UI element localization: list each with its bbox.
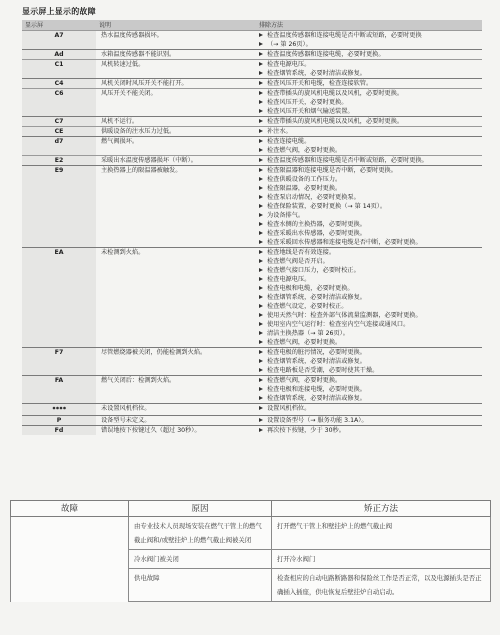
- four-dots-icon: [51, 407, 67, 414]
- remedy-step: 检查带插头的旋风机电缆以及风机，必要时更换。: [259, 89, 479, 98]
- fault-code-row: [22, 137, 482, 156]
- fault-remedy: [256, 60, 482, 79]
- remedy-step: 检查电极和电缆，必要时更换。: [259, 284, 479, 293]
- remedy-step: 检查风压开关和烟气输送装置。: [259, 107, 479, 116]
- fault-remedy: [256, 166, 482, 248]
- fault-remedy: [256, 127, 482, 137]
- fault-code-row: [22, 416, 482, 426]
- fault-description: 风机不运行。: [96, 117, 256, 127]
- header-description: 说明: [96, 20, 256, 31]
- fault-code-table: [22, 20, 482, 435]
- fault-code-row: [22, 376, 482, 404]
- fault-description: 尽管燃烧器被关闭，仍能检测到火焰。: [96, 348, 256, 376]
- fault-code: [22, 404, 96, 416]
- remedy-step: 设置设备型号（→ 服务功能 3.1A）。: [259, 416, 479, 425]
- fault-code: C7: [22, 117, 96, 127]
- fault-code-body: [22, 31, 482, 436]
- remedy-step: 清洁主换热器（→ 第 26页）。: [259, 329, 479, 338]
- fault-code-row: [22, 117, 482, 127]
- remedy-step: 检查燃气设定，必要时校正。: [259, 302, 479, 311]
- fault-code: A7: [22, 31, 96, 50]
- fault-description: 燃气阀损坏。: [96, 137, 256, 156]
- remedy-step: 检查采暖回水传感器和连接电缆是否中断，必要时更换。: [259, 238, 479, 247]
- fault-remedy: [256, 50, 482, 60]
- fault-cause-row: [11, 517, 491, 550]
- fault-code-header-row: [22, 20, 482, 31]
- fault-remedy: [256, 348, 482, 376]
- header-remedy: 排除方法: [256, 20, 482, 31]
- remedy-step: 检查燃气阀，必要时更换。: [259, 376, 479, 385]
- fault-code: Fd: [22, 426, 96, 436]
- fault-code-row: [22, 166, 482, 248]
- correction-cell: 打开燃气干管上和壁挂炉上的燃气截止阀: [272, 517, 491, 550]
- cause-cell: 由专业技术人员现场安装在燃气干管上的燃气截止阀和/或壁挂炉上的燃气截止阀被关闭: [129, 517, 272, 550]
- fault-cause-header-row: [11, 501, 491, 517]
- fault-code-row: [22, 426, 482, 436]
- fault-code-row: [22, 404, 482, 416]
- remedy-step: 检查风压开关和电缆，检查连接软管。: [259, 79, 479, 88]
- fault-remedy: [256, 426, 482, 436]
- fault-description: 水箱温度传感器不能识别。: [96, 50, 256, 60]
- correction-cell: 打开冷水阀门: [272, 550, 491, 569]
- header-fault: 故障: [11, 501, 129, 517]
- fault-description: 供暖设备的注水压力过低。: [96, 127, 256, 137]
- fault-code-row: [22, 248, 482, 348]
- fault-description: 错误地按下按键过久（超过 30秒）。: [96, 426, 256, 436]
- remedy-step: 检查电极的脏污情况，必要时更换。: [259, 348, 479, 357]
- fault-cause-table: [10, 500, 491, 602]
- fault-code: FA: [22, 376, 96, 404]
- remedy-step: 检查燃气接口压力，必要时校正。: [259, 266, 479, 275]
- fault-description: 主换热器上的限温器被触发。: [96, 166, 256, 248]
- fault-code: Ad: [22, 50, 96, 60]
- remedy-step: （→ 第 26页）。: [259, 40, 479, 49]
- fault-remedy: [256, 117, 482, 127]
- fault-code-row: [22, 79, 482, 89]
- correction-cell: 检查相应的自动电路断路器和保险丝工作是否正常，以及电源插头是否正确插入插座，供电恢复后壁挂炉自动启动。: [272, 569, 491, 602]
- remedy-step: 检查限温器，必要时更换。: [259, 184, 479, 193]
- remedy-step: 检查烟管系统，必要时清洁或修复。: [259, 357, 479, 366]
- cause-cell: 供电故障: [129, 569, 272, 602]
- fault-remedy: [256, 376, 482, 404]
- remedy-step: 检查烟管系统，必要时清洁或修复。: [259, 293, 479, 302]
- cause-cell: 冷水阀门被关闭: [129, 550, 272, 569]
- fault-description: 采暖出水温度传感器损坏（中断）。: [96, 156, 256, 166]
- remedy-step: 检查泵启动情况，必要时更换泵。: [259, 193, 479, 202]
- fault-code-row: [22, 156, 482, 166]
- fault-remedy: [256, 156, 482, 166]
- remedy-step: 检查温度传感器和连接电缆是否中断或短路，必要时更换。: [259, 156, 479, 165]
- fault-code-row: [22, 127, 482, 137]
- remedy-step: 检查电路板是否受潮，必要时使其干燥。: [259, 366, 479, 375]
- remedy-step: 再次按下按键，少于 30秒。: [259, 426, 479, 435]
- fault-code: d7: [22, 137, 96, 156]
- remedy-step: 检查风压开关，必要时更换。: [259, 98, 479, 107]
- fault-remedy: [256, 404, 482, 416]
- remedy-step: 设置风机档位。: [259, 404, 479, 413]
- fault-code: F7: [22, 348, 96, 376]
- header-correction: 矫正方法: [272, 501, 491, 517]
- remedy-step: 检查烟管系统，必要时清洁或修复。: [259, 69, 479, 78]
- fault-remedy: [256, 89, 482, 117]
- page-title: 显示屏上显示的故障: [22, 7, 96, 16]
- fault-description: 设备型号未定义。: [96, 416, 256, 426]
- fault-cause-body: [11, 517, 491, 602]
- fault-remedy: [256, 416, 482, 426]
- fault-code: EA: [22, 248, 96, 348]
- fault-description: 热水温度传感器损坏。: [96, 31, 256, 50]
- remedy-step: 检查电极和连接电缆，必要时更换。: [259, 385, 479, 394]
- fault-code: E2: [22, 156, 96, 166]
- header-display: 显示屏: [22, 20, 96, 31]
- remedy-step: 检查燃气阀，必要时更换。: [259, 146, 479, 155]
- remedy-step: 检查燃气阀，必要时更换。: [259, 338, 479, 347]
- fault-code: C1: [22, 60, 96, 79]
- remedy-step: 检查温度传感器和连接电缆，必要时更换。: [259, 50, 479, 59]
- header-cause: 原因: [129, 501, 272, 517]
- fault-remedy: [256, 137, 482, 156]
- remedy-step: 检查温度传感器和连接电缆是否中断或短路，必要时更换: [259, 31, 479, 40]
- fault-remedy: [256, 31, 482, 50]
- fault-code-row: [22, 89, 482, 117]
- remedy-step: 检查保险装置，必要时更换（→ 第 14页）。: [259, 202, 479, 211]
- remedy-step: 使用天然气时：检查外部气体流量监测器，必要时更换。: [259, 311, 479, 320]
- remedy-step: 检查采暖出水传感器，必要时更换。: [259, 229, 479, 238]
- fault-code: C4: [22, 79, 96, 89]
- fault-code-row: [22, 348, 482, 376]
- fault-description: 未设置风机档位。: [96, 404, 256, 416]
- remedy-step: 补注水。: [259, 127, 479, 136]
- remedy-step: 检查电源电压。: [259, 275, 479, 284]
- remedy-step: 检查电源电压。: [259, 60, 479, 69]
- remedy-step: 检查燃气阀是否开启。: [259, 257, 479, 266]
- remedy-step: 检查供暖设备的工作压力。: [259, 175, 479, 184]
- fault-description: 燃气关闭后：检测到火焰。: [96, 376, 256, 404]
- fault-code-row: [22, 31, 482, 50]
- fault-description: 风压开关不能关闭。: [96, 89, 256, 117]
- fault-code-row: [22, 60, 482, 79]
- fault-description: 未检测到火焰。: [96, 248, 256, 348]
- fault-description: 风机关闭时风压开关不能打开。: [96, 79, 256, 89]
- fault-code: CE: [22, 127, 96, 137]
- fault-code: C6: [22, 89, 96, 117]
- remedy-step: 检查水侧的主换热器，必要时更换。: [259, 220, 479, 229]
- fault-code: E9: [22, 166, 96, 248]
- fault-code-row: [22, 50, 482, 60]
- remedy-step: 为设备排气。: [259, 211, 479, 220]
- fault-remedy: [256, 79, 482, 89]
- remedy-step: 检查连接电缆。: [259, 137, 479, 146]
- fault-description: 风机转速过低。: [96, 60, 256, 79]
- remedy-step: 检查带插头的旋风机电缆以及风机，必要时更换。: [259, 117, 479, 126]
- remedy-step: 检查烟管系统，必要时清洁或修复。: [259, 394, 479, 403]
- remedy-step: 检查地线是否有效连接。: [259, 248, 479, 257]
- remedy-step: 使用室内空气运行时：检查室内空气连接或通风口。: [259, 320, 479, 329]
- fault-remedy: [256, 248, 482, 348]
- fault-code: P: [22, 416, 96, 426]
- fault-cell: [11, 517, 129, 602]
- remedy-step: 检查限温器和连接电缆是否中断，必要时更换。: [259, 166, 479, 175]
